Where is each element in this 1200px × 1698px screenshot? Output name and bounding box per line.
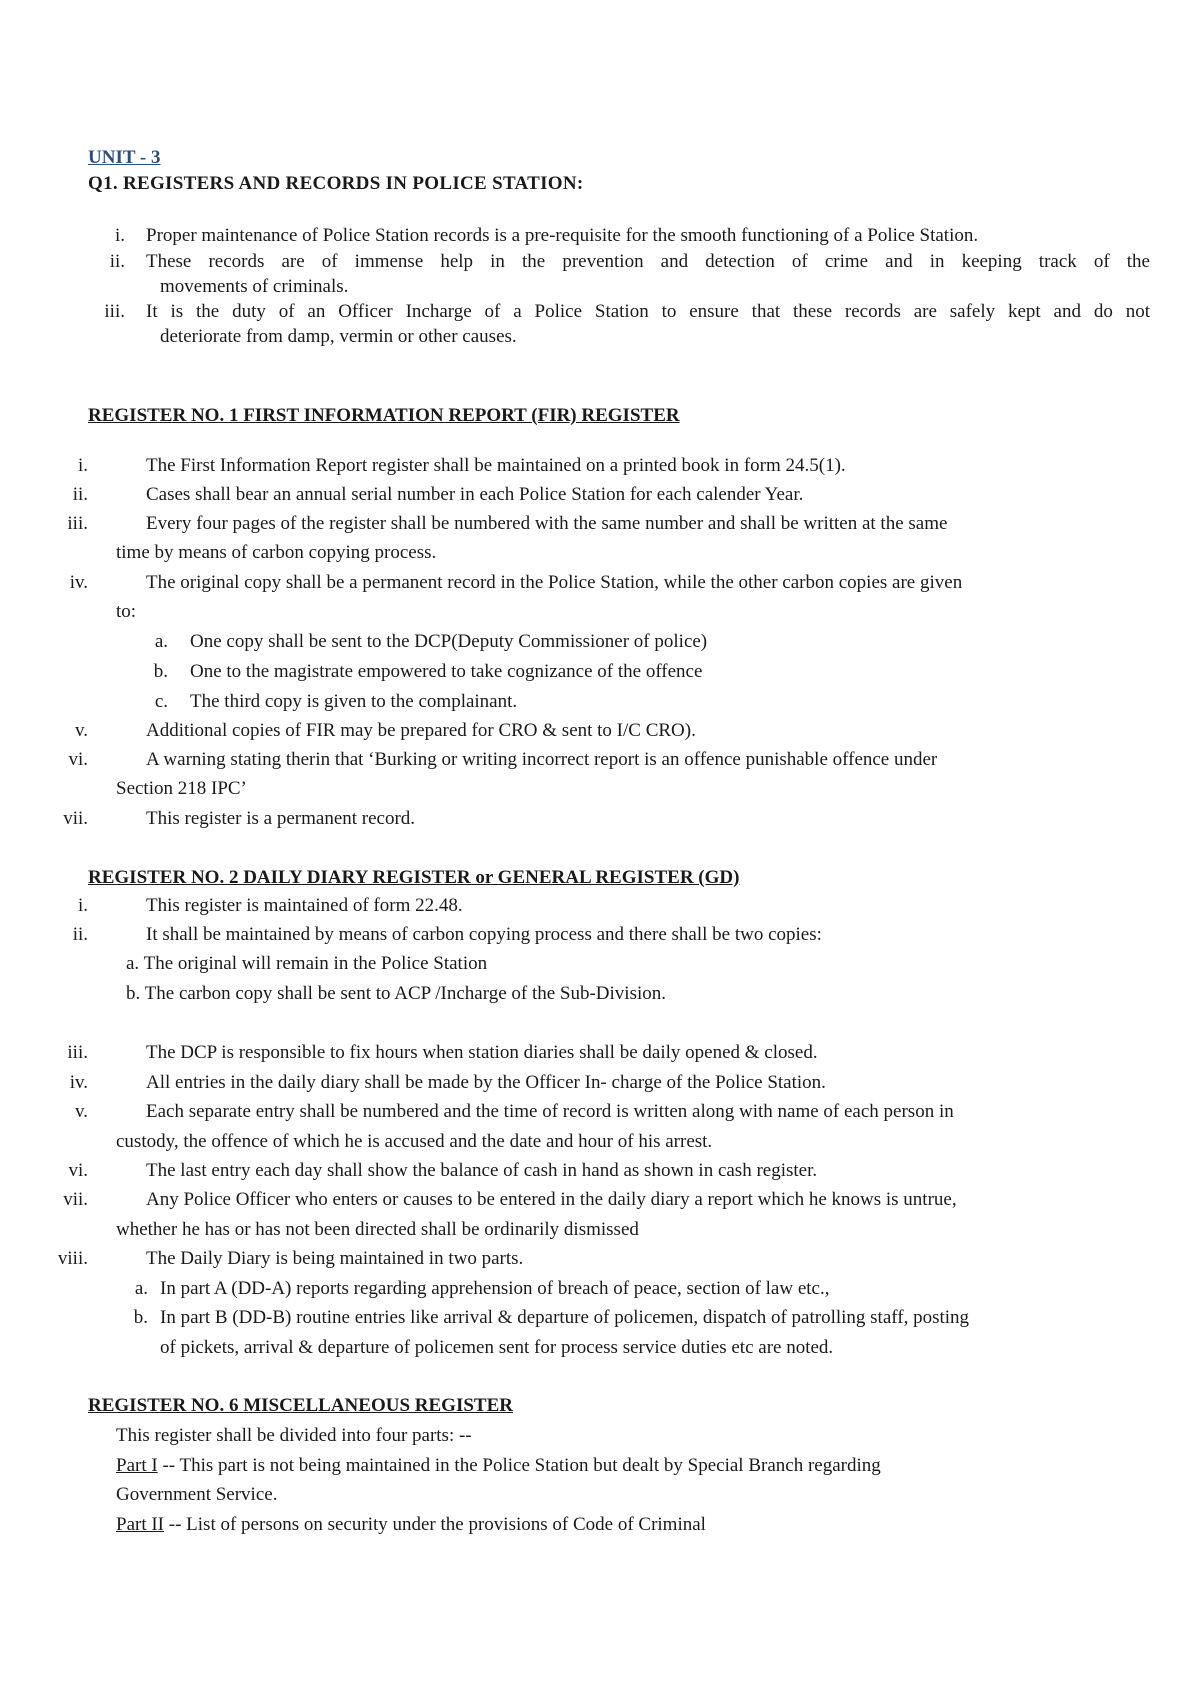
part-2-label: Part II	[116, 1514, 165, 1535]
list-item-continuation: time by means of carbon copying process.	[116, 542, 437, 563]
sub-list-item: One to the magistrate empowered to take cognizance of the offence	[190, 661, 703, 682]
list-number: ii.	[109, 251, 125, 272]
list-item: This register is maintained of form 22.48.	[146, 895, 463, 916]
list-number: i.	[114, 225, 125, 246]
list-number: i.	[77, 455, 88, 476]
copy-item: b. The carbon copy shall be sent to ACP /Incharge of the Sub-Division.	[126, 983, 667, 1004]
register-6-intro: This register shall be divided into four parts: --	[116, 1425, 472, 1446]
list-number: iv.	[69, 1072, 88, 1093]
list-item: All entries in the daily diary shall be made by the Officer In- charge of the Police Station.	[146, 1072, 826, 1093]
list-number: i.	[77, 895, 88, 916]
part-1-label: Part I	[116, 1455, 158, 1476]
register-6-part-1	[116, 1454, 881, 1478]
list-item: A warning stating therin that ‘Burking or writing incorrect report is an offence punishable offence under	[146, 749, 938, 770]
list-item: Proper maintenance of Police Station records is a pre-requisite for the smooth functioning of a Police Station.	[146, 225, 979, 246]
sub-list-letter: c.	[154, 691, 168, 712]
list-item-continuation: movements of criminals.	[160, 276, 349, 297]
list-item: These records are of immense help in the prevention and detection of crime and in keeping track of the	[146, 251, 1150, 272]
part-2-text: -- List of persons on security under the provisions of Code of Criminal	[164, 1514, 706, 1535]
sub-list-item-continuation: of pickets, arrival & departure of policemen sent for process service duties etc are noted.	[160, 1337, 834, 1358]
register-6-part-1-continuation: Government Service.	[116, 1484, 278, 1505]
list-item: Each separate entry shall be numbered and the time of record is written along with name of each person in	[146, 1101, 954, 1122]
list-number: vii.	[63, 808, 88, 829]
list-number: iii.	[104, 301, 125, 322]
list-item: This register is a permanent record.	[146, 808, 416, 829]
part-1-text: -- This part is not being maintained in the Police Station but dealt by Special Branch regarding	[157, 1455, 881, 1476]
section-title-register-1: REGISTER NO. 1 FIRST INFORMATION REPORT (FIR) REGISTER	[88, 405, 680, 426]
list-item: The last entry each day shall show the balance of cash in hand as shown in cash register.	[146, 1160, 818, 1181]
list-item: The Daily Diary is being maintained in two parts.	[146, 1248, 524, 1269]
list-item: It shall be maintained by means of carbon copying process and there shall be two copies:	[146, 924, 822, 945]
section-title-register-2: REGISTER NO. 2 DAILY DIARY REGISTER or GENERAL REGISTER (GD)	[88, 867, 740, 888]
list-number: ii.	[72, 924, 88, 945]
list-item-continuation: to:	[116, 601, 137, 622]
sub-list-letter: b.	[153, 661, 168, 682]
list-item: The First Information Report register shall be maintained on a printed book in form 24.5(1).	[146, 455, 846, 476]
list-number: ii.	[72, 484, 88, 505]
q1-title: Q1. REGISTERS AND RECORDS IN POLICE STATION:	[88, 173, 584, 194]
list-item-continuation: whether he has or has not been directed shall be ordinarily dismissed	[116, 1219, 639, 1240]
sub-list-letter: a.	[134, 1278, 148, 1299]
sub-list-item: One copy shall be sent to the DCP(Deputy Commissioner of police)	[190, 631, 708, 652]
list-item-continuation: Section 218 IPC’	[116, 778, 247, 799]
sub-list-item: The third copy is given to the complainant.	[190, 691, 518, 712]
sub-list-item: In part A (DD-A) reports regarding apprehension of breach of peace, section of law etc.,	[160, 1278, 830, 1299]
list-number: iv.	[69, 572, 88, 593]
sub-list-letter: b.	[133, 1307, 148, 1328]
list-item: The original copy shall be a permanent record in the Police Station, while the other carbon copies are given	[146, 572, 963, 593]
list-number: v.	[74, 1101, 88, 1122]
list-item: Additional copies of FIR may be prepared for CRO & sent to I/C CRO).	[146, 720, 696, 741]
list-number: iii.	[67, 1042, 88, 1063]
list-item: The DCP is responsible to fix hours when station diaries shall be daily opened & closed.	[146, 1042, 818, 1063]
list-item: Cases shall bear an annual serial number in each Police Station for each calender Year.	[146, 484, 804, 505]
list-number: vi.	[68, 1160, 88, 1181]
list-number: vii.	[63, 1189, 88, 1210]
list-number: iii.	[67, 513, 88, 534]
list-item-continuation: deteriorate from damp, vermin or other causes.	[160, 326, 517, 347]
list-number: viii.	[57, 1248, 88, 1269]
list-item-continuation: custody, the offence of which he is accused and the date and hour of his arrest.	[116, 1131, 713, 1152]
list-item: Any Police Officer who enters or causes to be entered in the daily diary a report which he knows is untrue,	[146, 1189, 957, 1210]
list-item: Every four pages of the register shall be numbered with the same number and shall be written at the same	[146, 513, 948, 534]
list-number: vi.	[68, 749, 88, 770]
list-item: It is the duty of an Officer Incharge of a Police Station to ensure that these records are safely kept and do not	[146, 301, 1150, 322]
copy-item: a. The original will remain in the Police Station	[126, 953, 488, 974]
section-title-register-6: REGISTER NO. 6 MISCELLANEOUS REGISTER	[88, 1395, 513, 1416]
list-number: v.	[74, 720, 88, 741]
register-6-part-2	[116, 1513, 706, 1537]
unit-heading: UNIT - 3	[88, 147, 161, 168]
sub-list-item: In part B (DD-B) routine entries like arrival & departure of policemen, dispatch of patrolling staff, posting	[160, 1307, 970, 1328]
sub-list-letter: a.	[154, 631, 168, 652]
